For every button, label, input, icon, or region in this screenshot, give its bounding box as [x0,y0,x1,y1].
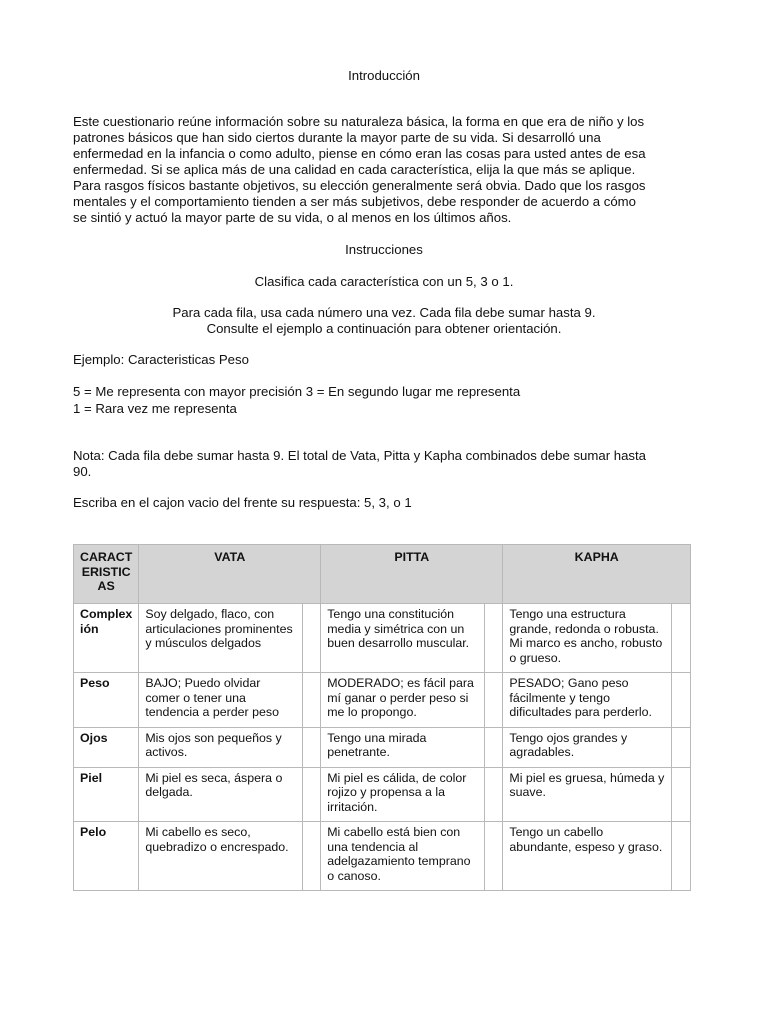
header-line: CARACT [80,550,133,564]
row-characteristic: Piel [74,767,139,822]
row-label-line: ión [80,621,99,636]
table-row [74,604,691,673]
vata-answer-box[interactable] [302,604,321,673]
intro-line: mentales y el comportamiento tienden a ser más subjetivos, debe responder de acuerdo a cómo [73,194,636,209]
page-title: Introducción [348,68,420,83]
kapha-description: Tengo una estructura grande, redonda o robusta. Mi marco es ancho, robusto o grueso. [503,604,672,673]
table-row [74,822,691,891]
kapha-answer-box[interactable] [672,727,691,767]
pitta-answer-box[interactable] [484,727,503,767]
dosha-questionnaire-table [73,544,691,891]
vata-description: Mis ojos son pequeños y activos. [139,727,302,767]
vata-description: Soy delgado, flaco, con articulaciones prominentes y músculos delgados [139,604,302,673]
kapha-answer-box[interactable] [672,767,691,822]
pitta-answer-box[interactable] [484,673,503,728]
header-vata: VATA [139,545,321,604]
intro-line: enfermedad. Si se aplica más de una calidad en cada característica, elija la que más se aplique. [73,162,636,177]
kapha-answer-box[interactable] [672,822,691,891]
table-header-row [74,545,691,604]
intro-line: Este cuestionario reúne información sobre su naturaleza básica, la forma en que era de niño y los [73,114,645,129]
answer-prompt: Escriba en el cajon vacio del frente su respuesta: 5, 3, o 1 [73,495,412,510]
row-label-line: Complex [80,607,133,621]
instruction-see-example: Consulte el ejemplo a continuación para obtener orientación. [206,321,562,336]
instruction-rate: Clasifica cada característica con un 5, 3 o 1. [254,274,514,289]
kapha-description: Mi piel es gruesa, húmeda y suave. [503,767,672,822]
vata-answer-box[interactable] [302,673,321,728]
table-row [74,767,691,822]
vata-description: Mi cabello es seco, quebradizo o encrespado. [139,822,302,891]
vata-description: BAJO; Puedo olvidar comer o tener una tendencia a perder peso [139,673,302,728]
kapha-description: Tengo ojos grandes y agradables. [503,727,672,767]
example-label: Ejemplo: Caracteristicas Peso [73,352,249,367]
scale-line: 1 = Rara vez me representa [73,401,237,416]
pitta-description: MODERADO; es fácil para mí ganar o perder peso si me lo propongo. [321,673,485,728]
note-line: 90. [73,464,92,479]
row-characteristic: Peso [74,673,139,728]
intro-paragraph [73,114,695,226]
kapha-description: PESADO; Gano peso fácilmente y tengo dificultades para perderlo. [503,673,672,728]
kapha-answer-box[interactable] [672,604,691,673]
intro-line: enfermedad en la infancia o como adulto, piense en cómo eran las cosas para usted antes de esa [73,146,646,161]
intro-line: Para rasgos físicos bastante objetivos, su elección generalmente será obvia. Dado que los rasgos [73,178,646,193]
pitta-description: Tengo una constitución media y simétrica con un buen desarrollo muscular. [321,604,485,673]
kapha-answer-box[interactable] [672,673,691,728]
note-line: Nota: Cada fila debe sumar hasta 9. El total de Vata, Pitta y Kapha combinados debe sumar hasta [73,448,647,463]
pitta-answer-box[interactable] [484,604,503,673]
row-characteristic [74,604,139,673]
pitta-answer-box[interactable] [484,822,503,891]
header-line: AS [97,579,115,593]
row-characteristic: Ojos [74,727,139,767]
vata-description: Mi piel es seca, áspera o delgada. [139,767,302,822]
intro-line: se sintió y actuó la mayor parte de su vida, o al menos en los últimos años. [73,210,512,225]
pitta-description: Mi cabello está bien con una tendencia al adelgazamiento temprano o canoso. [321,822,485,891]
header-pitta: PITTA [321,545,503,604]
pitta-description: Tengo una mirada penetrante. [321,727,485,767]
table-row [74,727,691,767]
scale-line: 5 = Me representa con mayor precisión 3 = En segundo lugar me representa [73,384,521,399]
pitta-answer-box[interactable] [484,767,503,822]
instruction-row-sum: Para cada fila, usa cada número una vez. Cada fila debe sumar hasta 9. [172,305,596,320]
vata-answer-box[interactable] [302,727,321,767]
header-line: ERISTIC [81,564,131,579]
instructions-heading: Instrucciones [345,242,423,257]
pitta-description: Mi piel es cálida, de color rojizo y propensa a la irritación. [321,767,485,822]
kapha-description: Tengo un cabello abundante, espeso y graso. [503,822,672,891]
vata-answer-box[interactable] [302,822,321,891]
row-characteristic: Pelo [74,822,139,891]
header-kapha: KAPHA [503,545,691,604]
header-characteristic [74,545,139,604]
intro-line: patrones básicos que han sido ciertos durante la mayor parte de su vida. Si desarrolló una [73,130,601,145]
vata-answer-box[interactable] [302,767,321,822]
table-row [74,673,691,728]
